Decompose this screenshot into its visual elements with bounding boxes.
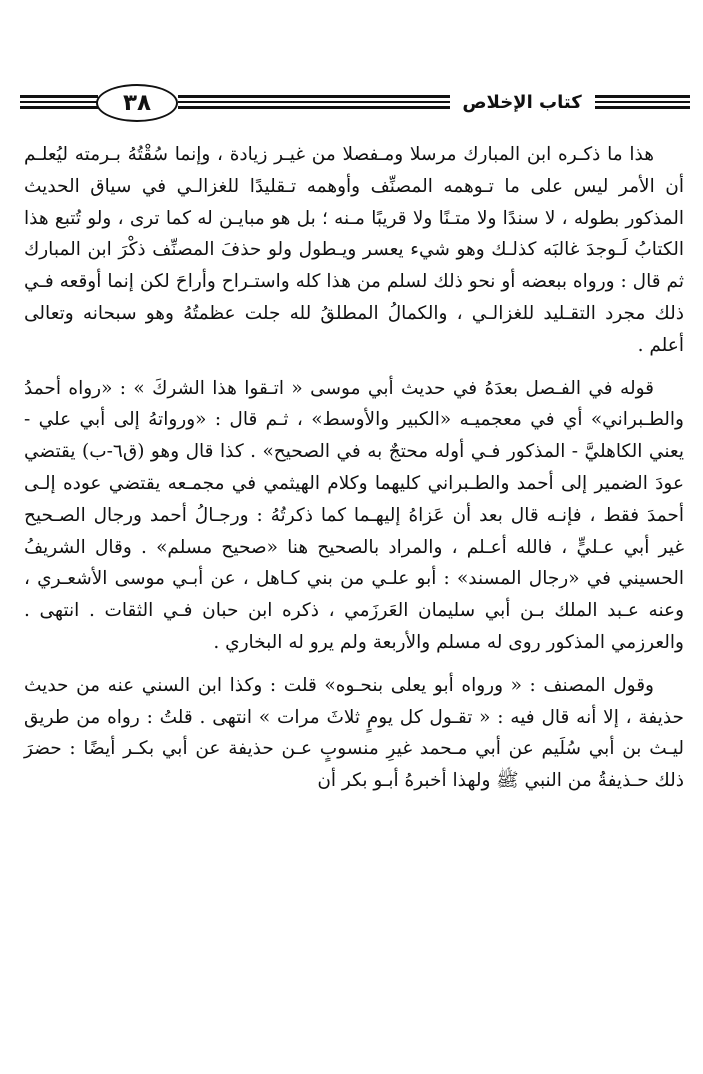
page-body [24,139,684,797]
header-rule-middle [178,95,450,111]
header-rule-right [595,95,690,111]
page-number: ٣٨ [96,84,178,122]
paragraph-3: وقول المصنف : « ورواه أبو يعلى بنحـوه» قلت : وكذا ابن السني عنه من حديث حذيفة ، إلا أنه قال فيه : « تقـول كل يومٍ ثلاثَ مرات » انتهى . قلتُ : رواه من طريق ليـث بن أبي سُلَيم عن أبي مـحمد غيرِ منسوبٍ عـن حذيفة عن أبي بكـر أيضًا : حضرَ ذلك حـذيفةُ من النبي ﷺ ولهذا أخبرهُ أبـو بكر أن [24,674,684,792]
running-title: كتاب الإخلاص [462,92,582,113]
page-header [20,78,690,130]
paragraph-2: قوله في الفـصل بعدَهُ في حديث أبي موسى « اتـقوا هذا الشركَ » : «رواه أحمدُ والطـبراني» أي في معجميـه «الكبير والأوسط» ، ثـم قال : «ورواتهُ إلى أبي علي - يعني الكاهليَّ - المذكور فـي أوله محتجٌ به في الصحيح» . كذا قال وهو (ق٦-ب) يقتضي عودَ الضمير إلى أحمد والطـبراني كليهما وكلام الهيثمي في مجمـعه يقتضي عوده إلـى أحمدَ فقط ، فإنـه قال بعد أن عَزاهُ إليهـما كما ذكرتُهُ : ورجـالُ أحمد ورجال الصـحيح غير أبي عـليٍّ ، فالله أعـلم ، والمراد بالصحيح هنا «صحيح مسلم» . وقال الشريفُ الحسيني في «رجال المسند» : أبو علـي من بني كـاهل ، عن أبـي موسى الأشعـري ، وعنه عـبد الملك بـن أبي سليمان العَرزَمي ، ذكره ابن حبان فـي الثقات . انتهى . والعرزمي المذكور روى له مسلم والأربعة ولم يرو له البخاري . [24,377,684,653]
paragraph-1: هذا ما ذكـره ابن المبارك مرسلا ومـفصلا من غيـر زيادة ، وإنما سُقْتُهُ بـرمته ليُعلـم أن الأمر ليس على ما تـوهمه المصنِّف وأوهمه تـقليدًا للغزالـي في سياق الحديث المذكور بطوله ، لا سندًا ولا متـنًا ولا قريبًا مـنه ؛ بل هو مبايـن له كما ترى ، ولو تُتبع هذا الكتابُ لَـوجدَ غالبَه كذلـك وهو شيء يعسر ويـطول ولو حذفَ المصنِّف ذكْرَ ابن المبارك ثم قال : ورواه ببعضه أو نحو ذلك لسلم من هذا كله واستـراح وأراحَ لكن إنما أوقعه فـي ذلك مجرد التقـليد للغزالـي ، والكمالُ المطلقُ لله جلت عظمتُهُ وهو سبحانه وتعالى أعلم . [24,144,684,356]
header-rule-left [20,95,98,111]
